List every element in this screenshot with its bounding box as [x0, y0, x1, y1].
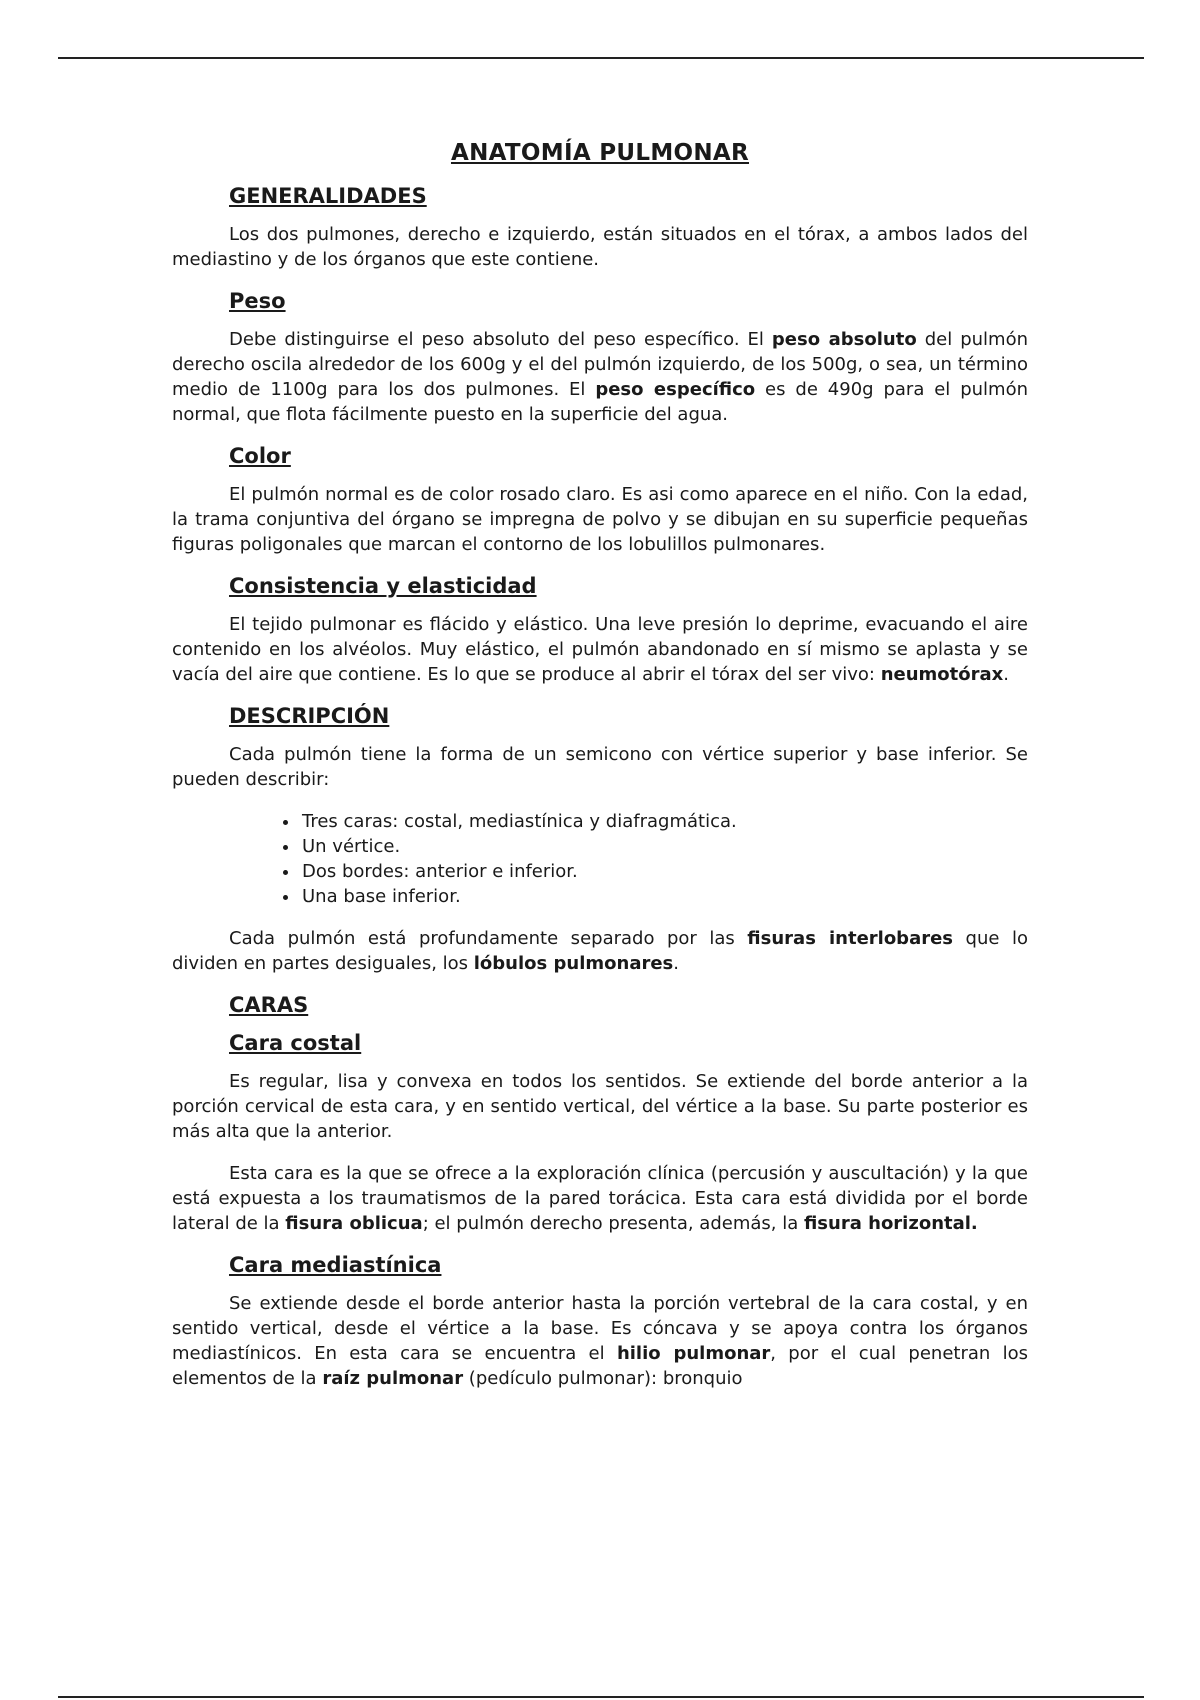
list-item: • Dos bordes: anterior e inferior. [300, 859, 1028, 884]
paragraph-descripcion: Cada pulmón tiene la forma de un semicono con vértice superior y base inferior. Se pueden describir: [172, 744, 1028, 790]
heading-color: Color [229, 444, 291, 468]
heading-generalidades: GENERALIDADES [229, 184, 427, 208]
paragraph-cara-costal-2: Esta cara es la que se ofrece a la exploración clínica (percusión y auscultación) y la que está expuesta a los traumatismos de la pared torácica. Esta cara está dividida por el borde lateral de la fisura oblicua; el pulmón derecho presenta, además, la fisura horizontal. [172, 1163, 1028, 1234]
heading-peso: Peso [229, 289, 286, 313]
heading-cara-mediastinica: Cara mediastínica [229, 1253, 442, 1277]
paragraph-peso: Debe distinguirse el peso absoluto del peso específico. El peso absoluto del pulmón derecho oscila alrededor de los 600g y el del pulmón izquierdo, de los 500g, o sea, un término medio de 1100g para los dos pulmones. El peso específico es de 490g para el pulmón normal, que flota fácilmente puesto en la superficie del agua. [172, 329, 1028, 425]
paragraph-color: El pulmón normal es de color rosado claro. Es asi como aparece en el niño. Con la edad, la trama conjuntiva del órgano se impregna de polvo y se dibujan en su superficie pequeñas figuras poligonales que marcan el contorno de los lobulillos pulmonares. [172, 484, 1028, 555]
footer-rule [58, 1696, 1144, 1698]
document-title: ANATOMÍA PULMONAR [450, 140, 750, 166]
document-body [172, 140, 1028, 1408]
list-item: • Tres caras: costal, mediastínica y diafragmática. [300, 809, 1028, 834]
heading-consistencia: Consistencia y elasticidad [229, 574, 537, 598]
paragraph-consistencia: El tejido pulmonar es flácido y elástico. Una leve presión lo deprime, evacuando el aire contenido en los alvéolos. Muy elástico, el pulmón abandonado en sí mismo se aplasta y se vacía del aire que contiene. Es lo que se produce al abrir el tórax del ser vivo: neumotórax. [172, 614, 1028, 685]
paragraph-generalidades: Los dos pulmones, derecho e izquierdo, están situados en el tórax, a ambos lados del mediastino y de los órganos que este contiene. [172, 224, 1028, 270]
paragraph-cara-mediastinica: Se extiende desde el borde anterior hasta la porción vertebral de la cara costal, y en sentido vertical, desde el vértice a la base. Es cóncava y se apoya contra los órganos mediastínicos. En esta cara se encuentra el hilio pulmonar, por el cual penetran los elementos de la raíz pulmonar (pedículo pulmonar): bronquio [172, 1293, 1028, 1389]
list-item: • Una base inferior. [300, 884, 1028, 909]
heading-descripcion: DESCRIPCIÓN [229, 704, 390, 728]
header-rule [58, 57, 1144, 59]
paragraph-fisuras: Cada pulmón está profundamente separado por las fisuras interlobares que lo dividen en partes desiguales, los lóbulos pulmonares. [172, 928, 1028, 974]
heading-cara-costal: Cara costal [229, 1031, 362, 1055]
paragraph-cara-costal-1: Es regular, lisa y convexa en todos los sentidos. Se extiende del borde anterior a la porción cervical de esta cara, y en sentido vertical, del vértice a la base. Su parte posterior es más alta que la anterior. [172, 1071, 1028, 1142]
heading-caras: CARAS [229, 993, 309, 1017]
descripcion-list [172, 809, 1028, 909]
list-item: • Un vértice. [300, 834, 1028, 859]
